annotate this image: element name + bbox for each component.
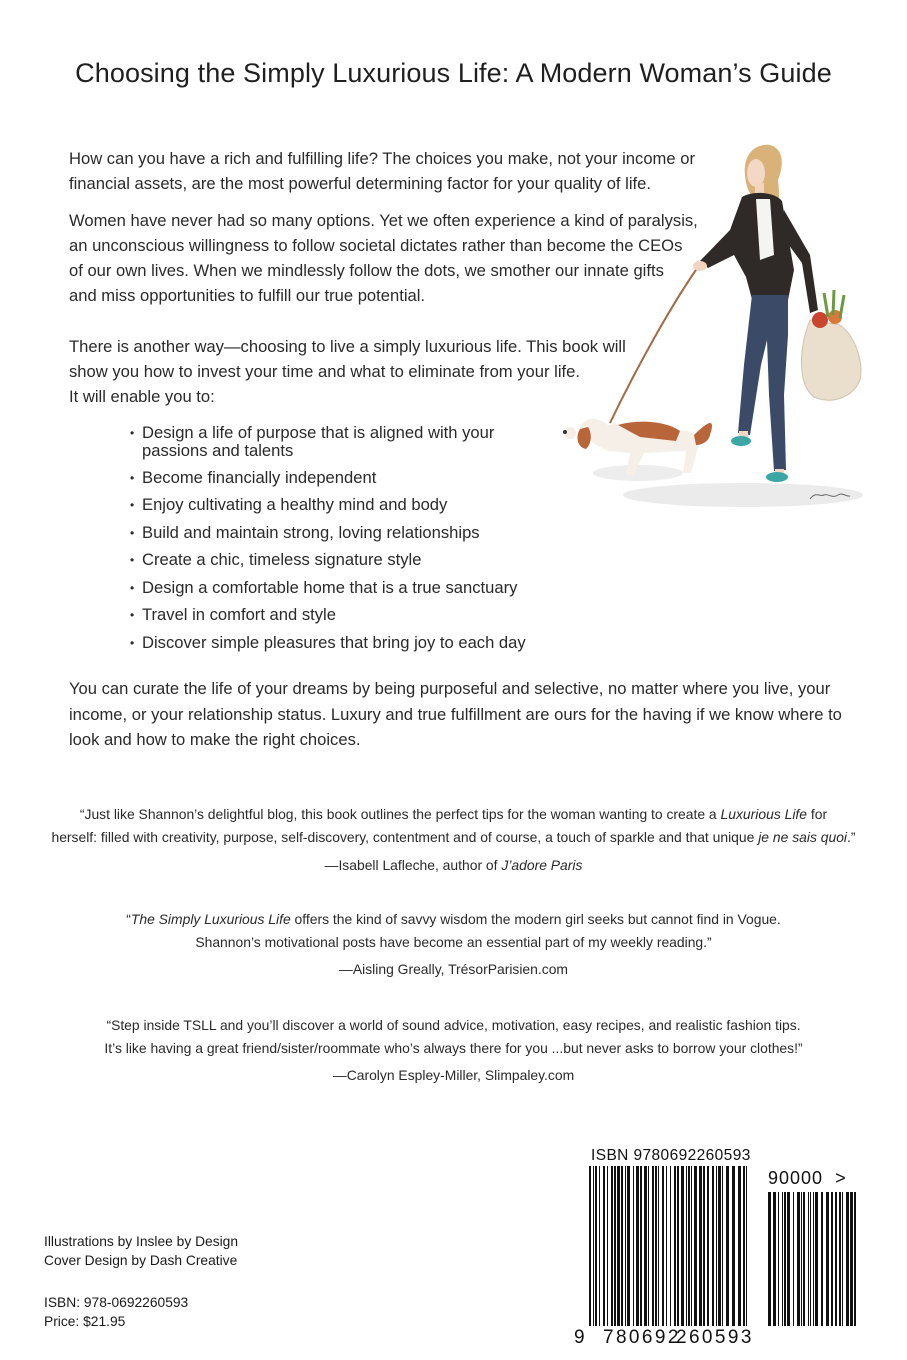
barcode-bar bbox=[681, 1166, 684, 1326]
barcode-bar bbox=[703, 1166, 705, 1326]
paragraph-line: How can you have a rich and fulfilling life? The choices you make, not your income or bbox=[69, 149, 695, 168]
barcode-bar bbox=[595, 1166, 597, 1326]
hand bbox=[693, 261, 707, 271]
paragraph-line: show you how to invest your time and what to eliminate from your life. bbox=[69, 362, 580, 381]
barcode-bar bbox=[854, 1192, 856, 1326]
illustrations-credit: Illustrations by Inslee by Design bbox=[44, 1234, 239, 1249]
barcode-bar bbox=[625, 1166, 626, 1326]
barcode-right-digits: 260593 bbox=[676, 1327, 754, 1348]
quote-text: “ bbox=[126, 911, 131, 927]
barcode-bar bbox=[603, 1166, 605, 1326]
testimonial-quote bbox=[30, 1014, 877, 1060]
barcode-bar bbox=[801, 1192, 802, 1326]
barcode-bar bbox=[599, 1166, 600, 1326]
paragraph-line: You can curate the life of your dreams by being purposeful and selective, no matter where you live, your bbox=[69, 679, 831, 698]
quote-attribution: —Carolyn Espley-Miller, Slimpaley.com bbox=[332, 1067, 575, 1083]
greens bbox=[824, 290, 844, 318]
quote-attribution bbox=[0, 857, 907, 873]
barcode-bar bbox=[826, 1192, 829, 1326]
barcode-bar bbox=[607, 1166, 608, 1326]
barcode-addon-number bbox=[768, 1168, 847, 1189]
dog-nose bbox=[563, 430, 567, 434]
barcode-bar bbox=[797, 1192, 800, 1326]
benefits-list bbox=[130, 424, 526, 660]
barcode-first-digit: 9 bbox=[574, 1327, 585, 1348]
quote-text: herself: filled with creativity, purpose, self-discovery, contentment and of course, a touch of sparkle and that unique bbox=[51, 829, 759, 845]
barcode-bar bbox=[839, 1192, 841, 1326]
jacket bbox=[700, 193, 794, 303]
barcode-bar bbox=[691, 1166, 692, 1326]
list-item bbox=[130, 605, 526, 625]
paragraph-line: look and how to make the right choices. bbox=[69, 730, 361, 749]
list-item-text: Build and maintain strong, loving relationships bbox=[142, 522, 480, 542]
barcode-bar bbox=[674, 1166, 676, 1326]
barcode-bar bbox=[621, 1166, 623, 1326]
barcode-bar bbox=[589, 1166, 591, 1326]
list-item-text: passions and talents bbox=[142, 441, 294, 460]
barcode-bar bbox=[677, 1166, 679, 1326]
list-item bbox=[130, 495, 526, 515]
woman-walking-dog-illustration bbox=[548, 135, 873, 520]
isbn-price bbox=[44, 1293, 188, 1331]
barcode-bar bbox=[787, 1192, 790, 1326]
barcode-bar bbox=[813, 1192, 814, 1326]
barcode-bar bbox=[743, 1166, 745, 1326]
list-item-text: Design a comfortable home that is a true sanctuary bbox=[142, 577, 518, 597]
list-item bbox=[130, 633, 526, 653]
barcode-bar bbox=[686, 1166, 687, 1326]
list-item-text: Travel in comfort and style bbox=[142, 605, 336, 624]
list-item-text: Design a life of purpose that is aligned with your bbox=[142, 423, 495, 442]
paragraph-line: and miss opportunities to fulfill our true potential. bbox=[69, 286, 426, 305]
barcode-bar bbox=[808, 1192, 809, 1326]
barcode-bar bbox=[732, 1166, 735, 1326]
list-item bbox=[130, 424, 526, 460]
barcode-bar bbox=[716, 1166, 717, 1326]
barcode-bar bbox=[593, 1166, 594, 1326]
barcode-bar bbox=[666, 1166, 667, 1326]
shoe bbox=[731, 436, 751, 446]
testimonial-quote bbox=[30, 803, 877, 849]
list-item bbox=[130, 523, 526, 543]
quote-emphasis: The Simply Luxurious Life bbox=[130, 911, 291, 927]
face bbox=[747, 159, 765, 187]
barcode-bar bbox=[655, 1166, 657, 1326]
attribution-text: —Isabell Lafleche, author of bbox=[324, 857, 502, 873]
barcode-bar bbox=[633, 1166, 634, 1326]
barcode-addon bbox=[768, 1192, 858, 1326]
quote-text: .” bbox=[847, 829, 856, 845]
barcode bbox=[589, 1166, 753, 1326]
shoe bbox=[766, 472, 788, 482]
barcode-bar bbox=[842, 1192, 843, 1326]
dog-tail bbox=[694, 423, 712, 445]
barcode-bar bbox=[688, 1166, 690, 1326]
testimonial-quote bbox=[30, 908, 877, 954]
quote-attribution: —Aisling Greally, TrésorParisien.com bbox=[338, 961, 568, 977]
quote-text: Shannon’s motivational posts have become an essential part of my weekly reading.” bbox=[195, 934, 712, 950]
list-item-text: Discover simple pleasures that bring joy to each day bbox=[142, 632, 526, 652]
list-item-text: Enjoy cultivating a healthy mind and body bbox=[142, 495, 448, 514]
barcode-bar bbox=[640, 1166, 642, 1326]
paragraph-line: There is another way—choosing to live a simply luxurious life. This book will bbox=[69, 337, 626, 356]
barcode-bar bbox=[722, 1166, 723, 1326]
barcode-bar bbox=[699, 1166, 702, 1326]
barcode-bar bbox=[815, 1192, 818, 1326]
credits bbox=[44, 1232, 238, 1270]
dog-shadow bbox=[593, 465, 683, 481]
quote-emphasis: je ne sais quoi bbox=[758, 829, 848, 845]
quote-text: for bbox=[807, 806, 828, 822]
barcode-bar bbox=[846, 1192, 849, 1326]
list-item-text: Become financially independent bbox=[142, 467, 377, 487]
list-item bbox=[130, 550, 526, 570]
barcode-bar bbox=[821, 1192, 823, 1326]
barcode-bar bbox=[648, 1166, 649, 1326]
barcode-bar bbox=[726, 1166, 729, 1326]
barcode-bar bbox=[662, 1166, 664, 1326]
cover-design-credit: Cover Design by Dash Creative bbox=[44, 1253, 238, 1268]
quote-text: It’s like having a great friend/sister/roommate who’s always there for you ...but never asks to borrow your clothes!” bbox=[104, 1040, 803, 1056]
paragraph-line: Women have never had so many options. Yet we often experience a kind of paralysis, bbox=[69, 211, 698, 230]
barcode-bar bbox=[768, 1192, 771, 1326]
tomato bbox=[812, 312, 828, 328]
addon-mark: > bbox=[835, 1168, 847, 1188]
barcode-bar bbox=[718, 1166, 721, 1326]
quote-text: “Step inside TSLL and you’ll discover a world of sound advice, motivation, easy recipes, and realistic fashion tips. bbox=[106, 1017, 801, 1033]
list-item-text: Create a chic, timeless signature style bbox=[142, 550, 422, 569]
barcode-bar bbox=[784, 1192, 786, 1326]
barcode-bar bbox=[793, 1192, 794, 1326]
closing-paragraph bbox=[69, 676, 859, 753]
list-item bbox=[130, 578, 526, 598]
leash bbox=[610, 267, 698, 423]
barcode-bar bbox=[636, 1166, 639, 1326]
page-title: Choosing the Simply Luxurious Life: A Modern Woman’s Guide bbox=[75, 58, 832, 88]
attribution-title: J’adore Paris bbox=[501, 857, 583, 873]
barcode-isbn-label: ISBN 9780692260593 bbox=[591, 1147, 751, 1164]
price-text: Price: $21.95 bbox=[44, 1314, 126, 1329]
barcode-bar bbox=[782, 1192, 783, 1326]
barcode-bar bbox=[810, 1192, 811, 1326]
barcode-bar bbox=[835, 1192, 837, 1326]
paragraph-line: an unconscious willingness to follow societal dictates rather than become the CEOs bbox=[69, 236, 683, 255]
barcode-bar bbox=[611, 1166, 613, 1326]
barcode-bar bbox=[614, 1166, 616, 1326]
barcode-bar bbox=[738, 1166, 741, 1326]
barcode-bar bbox=[803, 1192, 805, 1326]
barcode-bar bbox=[746, 1166, 747, 1326]
barcode-bar bbox=[652, 1166, 654, 1326]
tote-bag bbox=[801, 320, 860, 400]
paragraph-line: of our own lives. When we mindlessly follow the dots, we smother our innate gifts bbox=[69, 261, 664, 280]
barcode-bar bbox=[644, 1166, 647, 1326]
barcode-bar bbox=[617, 1166, 620, 1326]
barcode-bar bbox=[707, 1166, 709, 1326]
barcode-bar bbox=[627, 1166, 630, 1326]
barcode-bar bbox=[831, 1192, 833, 1326]
barcode-bar bbox=[850, 1192, 853, 1326]
list-item bbox=[130, 468, 526, 488]
quote-emphasis: Luxurious Life bbox=[720, 806, 808, 822]
barcode-bar bbox=[778, 1192, 779, 1326]
barcode-bar bbox=[773, 1192, 776, 1326]
barcode-bar bbox=[694, 1166, 697, 1326]
paragraph-line: It will enable you to: bbox=[69, 387, 215, 406]
paragraph-line: financial assets, are the most powerful determining factor for your quality of life. bbox=[69, 174, 651, 193]
barcode-left-digits: 780692 bbox=[603, 1327, 681, 1348]
barcode-bar bbox=[658, 1166, 659, 1326]
addon-digits: 90000 bbox=[768, 1168, 824, 1188]
quote-text: “Just like Shannon’s delightful blog, this book outlines the perfect tips for the woman wanting to create a bbox=[79, 806, 721, 822]
paragraph-line: income, or your relationship status. Luxury and true fulfillment are ours for the having if we know where to bbox=[69, 704, 842, 724]
dog-ear bbox=[578, 427, 591, 449]
barcode-bar bbox=[712, 1166, 714, 1326]
barcode-bar bbox=[670, 1166, 671, 1326]
quote-text: offers the kind of savvy wisdom the modern girl seeks but cannot find in Vogue. bbox=[290, 911, 781, 927]
isbn-text: ISBN: 978-0692260593 bbox=[44, 1295, 189, 1310]
another-way-paragraph bbox=[69, 334, 626, 409]
